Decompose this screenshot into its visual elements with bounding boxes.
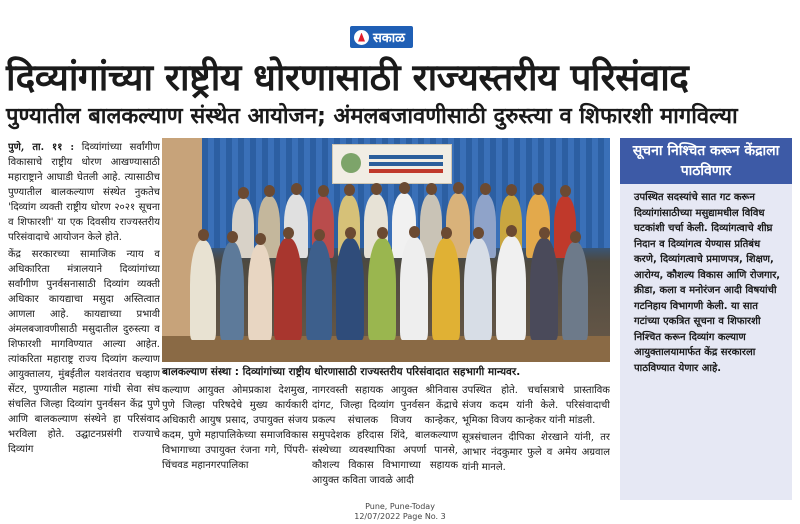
sidebar-heading: सूचना निश्चित करून केंद्राला पाठविणार bbox=[620, 138, 792, 184]
dateline: पुणे, ता. ११ : bbox=[8, 142, 75, 153]
paragraph-text: दिव्यांगांच्या सर्वांगीण विकासाचे राष्ट्रीय धोरण आखण्यासाठी महाराष्ट्राने आघाडी घेतली आहे. त्यासाठीच पुण्यातील बालकल्याण संस्थेत नुकतेच 'दिव्यांग व्यक्ती राष्ट्रीय धोरण २०२१ सूचना व शिफारशी' या एक दिवसीय राज्यस्तरीय परिसंवादाचे आयोजन केले होते. bbox=[8, 142, 160, 243]
footer-date-page: 12/07/2022 Page No. 3 bbox=[354, 512, 446, 521]
article-paragraph bbox=[8, 140, 160, 245]
article-paragraph: सूत्रसंचालन दीपिका शेरखाने यांनी, तर आभार नंदकुमार फुले व अमेय अग्रवाल यांनी मानले. bbox=[462, 432, 610, 473]
event-banner bbox=[332, 144, 452, 184]
headline: दिव्यांगांच्या राष्ट्रीय धोरणासाठी राज्यस्तरीय परिसंवाद bbox=[6, 56, 689, 99]
subheadline: पुण्यातील बालकल्याण संस्थेत आयोजन; अंमलबजावणीसाठी दुरुस्त्या व शिफारशी मागविल्या bbox=[6, 104, 738, 129]
person bbox=[464, 238, 492, 340]
group-photo bbox=[162, 138, 610, 362]
person bbox=[432, 238, 460, 340]
article-paragraph: कल्याण आयुक्त ओमप्रकाश देशमुख, पुणे जिल्हा परिषदेचे मुख्य कार्यकारी अधिकारी आयुष प्रसाद, उपायुक्त संजय कदम, पुणे महापालिकेच्या समाजविकास विभागाच्या उपायुक्त रंजना गगे, पिंपरी-चिंचवड महानगरपालिका bbox=[162, 385, 308, 471]
article-paragraph: उपस्थित होते. चर्चासत्राचे प्रास्ताविक संजय कदम यांनी केले. परिसंवादाची भूमिका विजय कान्हेकर यांनी मांडली. bbox=[462, 385, 610, 426]
person bbox=[400, 237, 428, 340]
page-footer bbox=[300, 502, 500, 522]
sidebar-body: उपस्थित सदस्यांचे सात गट करून दिव्यांगांसाठीच्या मसुद्यामधील विविध घटकांशी चर्चा केली. दिव्यांगत्वाचे शीघ्र निदान व दिव्यांगत्व येण्यास प्रतिबंध करणे, दिव्यांगत्वाचे प्रमाणपत्र, शिक्षण, आरोग्य, कौशल्य विकास आणि रोजगार, क्रीडा, कला व मनोरंजन आदी विषयांची गटनिहाय विभागणी केली. या सात गटांच्या एकत्रित सूचना व शिफारशी निश्चित करून दिव्यांग कल्याण आयुक्तालयामार्फत केंद्र सरकारला पाठविण्यात येणार आहे. bbox=[634, 192, 781, 374]
person bbox=[306, 240, 332, 340]
person bbox=[190, 240, 216, 340]
article-paragraph: केंद्र सरकारच्या सामाजिक न्याय व अधिकारिता मंत्रालयाने दिव्यांगांच्या सर्वांगीण पुनर्वसनासाठी दिव्यांग व्यक्ती अधिकार कायद्याचा मसुदा अस्तित्वात आणला आहे. कायद्याच्या प्रभावी अंमलबजावणीसाठी मसुदातील दुरुस्त्या व शिफारशी मागविण्यात आल्या आहेत. त्यांकरिता महाराष्ट्र राज्य दिव्यांग कल्याण आयुक्तालय, मुंबईतील यशवंतराव चव्हाण सेंटर, पुण्यातील महात्मा गांधी सेवा संघ संचलित जिल्हा दिव्यांग पुनर्वसन केंद्र पुणे आणि बालकल्याण संस्थेने हा परिसंवाद भरविला होते. उद्घाटनप्रसंगी राज्याचे दिव्यांग bbox=[8, 249, 160, 455]
article-column-2 bbox=[162, 383, 308, 505]
person bbox=[220, 242, 244, 340]
article-paragraph: नागरवस्ती सहायक आयुक्त श्रीनिवास दांगट, जिल्हा दिव्यांग पुनर्वसन केंद्राचे प्रकल्प संचालक विजय कान्हेकर, समुपदेशक हरिदास शिंदे, बालकल्याण संस्थेच्या व्यवस्थापिका अपर्णा पानसे, कौशल्य विकास विभागाच्या सहायक आयुक्त कविता जावळे आदी bbox=[312, 385, 458, 486]
person bbox=[562, 242, 588, 340]
person bbox=[274, 238, 302, 340]
caption-lead: बालकल्याण संस्था : bbox=[162, 366, 240, 378]
sakal-logo-icon bbox=[354, 30, 369, 45]
person bbox=[248, 244, 272, 340]
person bbox=[336, 238, 364, 340]
person bbox=[496, 236, 526, 340]
article-column-4 bbox=[462, 383, 610, 505]
person bbox=[530, 238, 558, 340]
article-column-1 bbox=[8, 140, 160, 504]
person bbox=[368, 238, 396, 340]
article-column-3 bbox=[312, 383, 458, 505]
logo-text: सकाळ bbox=[373, 31, 406, 46]
sidebar-box bbox=[620, 138, 792, 500]
photo-caption bbox=[162, 363, 610, 381]
masthead-logo bbox=[350, 26, 413, 48]
footer-edition: Pune, Pune-Today bbox=[365, 502, 435, 511]
caption-text: दिव्यांगांच्या राष्ट्रीय धोरणासाठी राज्यस्तरीय परिसंवादात सहभागी मान्यवर. bbox=[239, 366, 521, 378]
